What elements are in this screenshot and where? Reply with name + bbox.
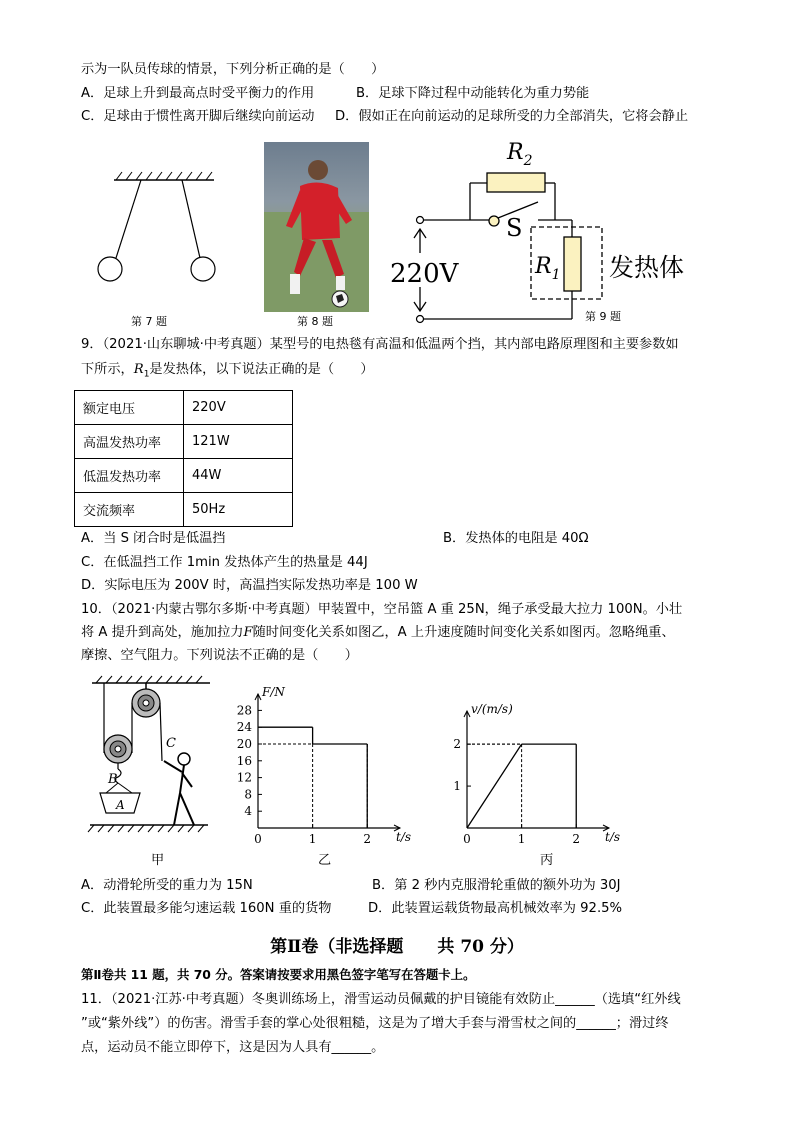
- q9-option-c: C．在低温挡工作 1min 发热体产生的热量是 44J: [81, 555, 368, 570]
- q9-option-a: A．当 S 闭合时是低温挡: [81, 531, 226, 546]
- param-name-cell: 高温发热功率: [75, 425, 184, 459]
- q11-line2: ”或“紫外线”）的伤害。滑雪手套的掌心处很粗糙，这是为了增大手套与滑雪杖之间的______；滑过终: [81, 1016, 669, 1031]
- q10-option-d: D．此装置运载货物最高机械效率为 92.5%: [368, 901, 623, 916]
- param-name-cell: 额定电压: [75, 391, 184, 425]
- param-value-cell: 220V: [184, 391, 293, 425]
- fig-jia-caption: 甲: [151, 853, 165, 868]
- x-tick-label: 2: [363, 832, 372, 846]
- y-tick-label: 28: [236, 703, 252, 718]
- x-tick-label: 2: [572, 832, 581, 846]
- y-axis-label: v/(m/s): [471, 702, 513, 716]
- y-tick-label: 24: [236, 720, 252, 735]
- x-tick-label: 0: [463, 832, 471, 846]
- y-tick-label: 8: [244, 787, 252, 802]
- q10-option-b: B．第 2 秒内克服滑轮重做的额外功为 30J: [372, 878, 621, 893]
- fig7-caption: 第 7 题: [131, 315, 167, 328]
- q9-option-d: D．实际电压为 200V 时，高温挡实际发热功率是 100 W: [81, 578, 418, 593]
- q10-option-c: C．此装置最多能匀速运载 160N 重的货物: [81, 901, 332, 916]
- q11-line1: 11．（2021·江苏·中考真题）冬奥训练场上，滑雪运动员佩戴的护目镜能有效防止______（选填“红外线: [81, 992, 681, 1007]
- y-tick-label: 12: [236, 770, 252, 785]
- series-segment: [467, 744, 522, 828]
- section-ii-instructions: 第Ⅱ卷共 11 题，共 70 分。答案请按要求用黑色签字笔写在答题卡上。: [81, 967, 476, 982]
- section-ii-heading: 第Ⅱ卷（非选择题 共 70 分）: [270, 937, 524, 957]
- q9-stem-line1: 9．（2021·山东聊城·中考真题）某型号的电热毯有高温和低温两个挡，其内部电路原理图和主要参数如: [81, 337, 679, 352]
- x-tick-label: 0: [254, 832, 262, 846]
- x-axis-label: t/s: [396, 830, 412, 844]
- svg-text:B: B: [108, 772, 118, 787]
- svg-text:220V: 220V: [390, 259, 459, 289]
- y-tick-label: 2: [453, 737, 461, 752]
- y-axis-label: F/N: [262, 685, 285, 699]
- x-tick-label: 1: [517, 832, 526, 846]
- fig-yi-caption: 乙: [318, 853, 332, 868]
- q11-line3: 点，运动员不能立即停下，这是因为人具有______。: [81, 1040, 385, 1055]
- y-tick-label: 4: [244, 804, 252, 819]
- y-tick-label: 20: [236, 737, 252, 751]
- q8-option-c: C．足球由于惯性离开脚后继续向前运动: [81, 109, 315, 124]
- q9-option-b: B．发热体的电阻是 40Ω: [443, 531, 589, 546]
- param-name-cell: 低温发热功率: [75, 459, 184, 493]
- y-tick-label: 1: [453, 779, 461, 794]
- fig8-caption: 第 8 题: [297, 315, 333, 328]
- param-value-cell: 44W: [184, 459, 293, 493]
- svg-text:R1: $R_1$: [535, 254, 561, 283]
- q8-option-b: B．足球下降过程中动能转化为重力势能: [356, 86, 590, 101]
- x-tick-label: 1: [308, 832, 317, 846]
- param-value-cell: 121W: [184, 425, 293, 459]
- fig9-caption: 第 9 题: [585, 310, 621, 323]
- param-value-cell: 50Hz: [184, 493, 293, 527]
- q8-stem-tail: 示为一队员传球的情景，下列分析正确的是（ ）: [81, 62, 385, 77]
- q8-option-a: A．足球上升到最高点时受平衡力的作用: [81, 86, 315, 101]
- q9-stem-line2: 下所示，$R_1$是发热体，以下说法正确的是（ ）: [81, 362, 374, 380]
- svg-text:S: S: [506, 214, 523, 242]
- y-tick-label: 16: [236, 753, 252, 768]
- svg-text:C: C: [166, 736, 176, 751]
- fig-bing-caption: 丙: [540, 853, 554, 868]
- svg-text:发热体: 发热体: [609, 253, 685, 282]
- q10-stem-line3: 摩擦、空气阻力。下列说法不正确的是（ ）: [81, 648, 358, 663]
- x-axis-label: t/s: [605, 830, 621, 844]
- q10-stem-line1: 10．（2021·内蒙古鄂尔多斯·中考真题）甲装置中，空吊篮 A 重 25N，绳子承受最大拉力 100N。小壮: [81, 602, 683, 617]
- svg-text:R2: $R_2$: [507, 140, 533, 169]
- q8-option-d: D．假如正在向前运动的足球所受的力全部消失，它将会静止: [335, 109, 689, 124]
- q10-option-a: A．动滑轮所受的重力为 15N: [81, 878, 253, 893]
- q10-stem-line2: 将 A 提升到高处，施加拉力F随时间变化关系如图乙，A 上升速度随时间变化关系如图丙。忽略绳重、: [81, 625, 675, 640]
- param-name-cell: 交流频率: [75, 493, 184, 527]
- svg-text:A: A: [116, 798, 125, 812]
